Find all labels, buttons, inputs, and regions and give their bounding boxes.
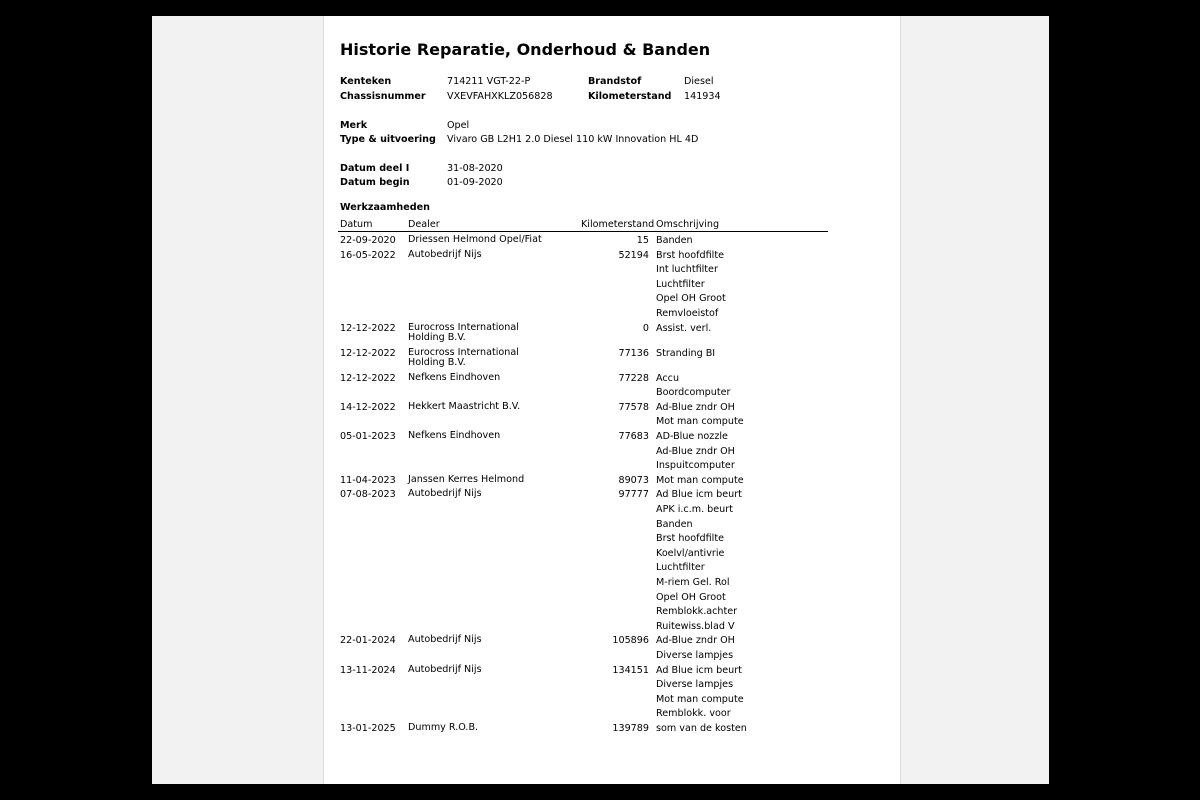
row-kilometerstand: 15 [636,235,649,246]
omschrijving-item: Brst hoofdfilte [656,249,724,261]
omschrijving-item: Diverse lampjes [656,679,734,691]
type-value: Vivaro GB L2H1 2.0 Diesel 110 kW Innovation HL 4D [447,134,699,145]
omschrijving-item: Ad-Blue zndr OH [656,635,735,647]
row-omschrijving [656,373,730,402]
row-datum: 12-12-2022 [340,347,396,359]
row-omschrijving [656,489,742,635]
omschrijving-item: Mot man compute [656,693,744,705]
header-divider [338,231,828,232]
column-header-kilometerstand: Kilometerstand [581,219,655,230]
row-kilometerstand: 52194 [618,249,649,261]
row-dealer: Nefkens Eindhoven [408,429,501,441]
omschrijving-item: Diverse lampjes [656,649,734,661]
row-kilometerstand: 77228 [618,372,649,384]
omschrijving-item: Inspuitcomputer [656,460,735,472]
type-row [340,134,860,146]
omschrijving-item: M-riem Gel. Rol [656,576,730,588]
table-row [324,431,900,475]
row-dealer: Autobedrijf Nijs [408,634,482,646]
brandstof-row [340,76,860,88]
row-datum: 12-12-2022 [340,372,396,384]
row-omschrijving [656,635,735,664]
omschrijving-item: Ruitewiss.blad V [656,620,735,632]
row-datum: 13-11-2024 [340,664,396,676]
row-omschrijving [656,235,693,250]
merk-label: Merk [340,120,368,131]
table-row [324,475,900,490]
row-kilometerstand: 97777 [618,489,649,501]
kenteken-value: 714211 VGT-22-P [447,76,531,87]
omschrijving-item: Banden [656,235,693,246]
table-row [324,402,900,431]
omschrijving-item: Ad-Blue zndr OH [656,401,735,413]
brandstof-value: Diesel [684,76,714,87]
kilometerstand-label: Kilometerstand [588,91,672,102]
row-datum: 12-12-2022 [340,322,396,334]
row-omschrijving [656,665,744,723]
row-kilometerstand: 134151 [612,664,649,676]
row-dealer: Autobedrijf Nijs [408,248,482,260]
omschrijving-item: APK i.c.m. beurt [656,503,733,515]
row-kilometerstand: 0 [642,322,649,334]
table-row [324,235,900,250]
row-datum: 22-01-2024 [340,635,396,647]
table-row [324,348,900,373]
omschrijving-item: Int luchtfilter [656,264,718,276]
werkzaamheden-table [324,235,900,738]
row-datum: 16-05-2022 [340,249,396,261]
datum-begin-value: 01-09-2020 [447,177,503,188]
omschrijving-item: Luchtfilter [656,562,705,574]
row-omschrijving [656,431,735,475]
omschrijving-item: Accu [656,372,680,384]
brandstof-label: Brandstof [588,76,642,87]
row-datum: 13-01-2025 [340,722,396,734]
row-dealer: Nefkens Eindhoven [408,371,501,383]
omschrijving-item: som van de kosten [656,722,747,734]
omschrijving-item: Luchtfilter [656,278,705,290]
document-page [323,16,901,784]
omschrijving-item: Remblokk.achter [656,606,738,618]
kilometerstand-value: 141934 [684,91,721,102]
row-datum: 07-08-2023 [340,489,396,501]
omschrijving-item: Opel OH Groot [656,591,726,603]
kenteken-label: Kenteken [340,76,392,87]
datum-begin-row [340,177,860,189]
datum-deel-label: Datum deel I [340,163,410,174]
omschrijving-item: Remvloeistof [656,307,719,319]
column-header-omschrijving: Omschrijving [656,219,720,230]
row-omschrijving [656,475,744,490]
row-dealer: Dummy R.O.B. [408,721,479,733]
table-row [324,665,900,723]
row-kilometerstand: 77136 [618,347,649,359]
row-omschrijving [656,402,744,431]
row-kilometerstand: 89073 [618,474,649,486]
table-row [324,489,900,635]
viewer-background [152,16,1049,784]
row-kilometerstand: 105896 [612,635,649,647]
row-datum: 22-09-2020 [340,235,396,246]
page-title: Historie Reparatie, Onderhoud & Banden [340,40,711,59]
omschrijving-item: Ad Blue icm beurt [656,489,742,501]
datum-deel-value: 31-08-2020 [447,163,503,174]
omschrijving-item: AD-Blue nozzle [656,430,728,442]
datum-begin-label: Datum begin [340,177,410,188]
row-datum: 11-04-2023 [340,474,396,486]
omschrijving-item: Ad Blue icm beurt [656,664,742,676]
row-omschrijving [656,348,715,363]
type-label: Type & uitvoering [340,134,436,145]
merk-value: Opel [447,120,470,131]
row-dealer: Autobedrijf Nijs [408,488,482,500]
omschrijving-item: Ad-Blue zndr OH [656,445,735,457]
omschrijving-item: Banden [656,518,693,530]
row-dealer: Hekkert Maastricht B.V. [408,400,521,412]
table-row [324,373,900,402]
table-row [324,250,900,323]
datum-deel-row [340,163,860,175]
row-dealer: Eurocross International Holding B.V. [408,346,519,369]
omschrijving-item: Opel OH Groot [656,293,726,305]
row-dealer: Autobedrijf Nijs [408,663,482,675]
table-row [324,635,900,664]
row-omschrijving [656,250,726,323]
row-dealer: Driessen Helmond Opel/Fiat [408,234,542,245]
omschrijving-item: Mot man compute [656,416,744,428]
row-kilometerstand: 77683 [618,430,649,442]
column-header-dealer: Dealer [408,219,440,230]
chassis-value: VXEVFAHXKLZ056828 [447,91,553,102]
omschrijving-item: Brst hoofdfilte [656,533,724,545]
column-header-datum: Datum [340,219,373,230]
row-kilometerstand: 77578 [618,401,649,413]
omschrijving-item: Koelvl/antivrie [656,547,725,559]
omschrijving-item: Remblokk. voor [656,708,731,720]
kilometerstand-row [340,91,860,103]
row-kilometerstand: 139789 [612,722,649,734]
row-dealer: Eurocross International Holding B.V. [408,321,519,344]
row-omschrijving [656,323,711,338]
row-dealer: Janssen Kerres Helmond [408,473,525,485]
table-row [324,323,900,348]
row-omschrijving [656,723,747,738]
omschrijving-item: Stranding BI [656,347,716,359]
row-datum: 14-12-2022 [340,401,396,413]
omschrijving-item: Mot man compute [656,474,744,486]
section-title-werkzaamheden: Werkzaamheden [340,202,430,213]
merk-row [340,120,860,132]
omschrijving-item: Assist. verl. [656,322,712,334]
row-datum: 05-01-2023 [340,430,396,442]
omschrijving-item: Boordcomputer [656,387,731,399]
table-row [324,723,900,738]
chassis-label: Chassisnummer [340,91,426,102]
